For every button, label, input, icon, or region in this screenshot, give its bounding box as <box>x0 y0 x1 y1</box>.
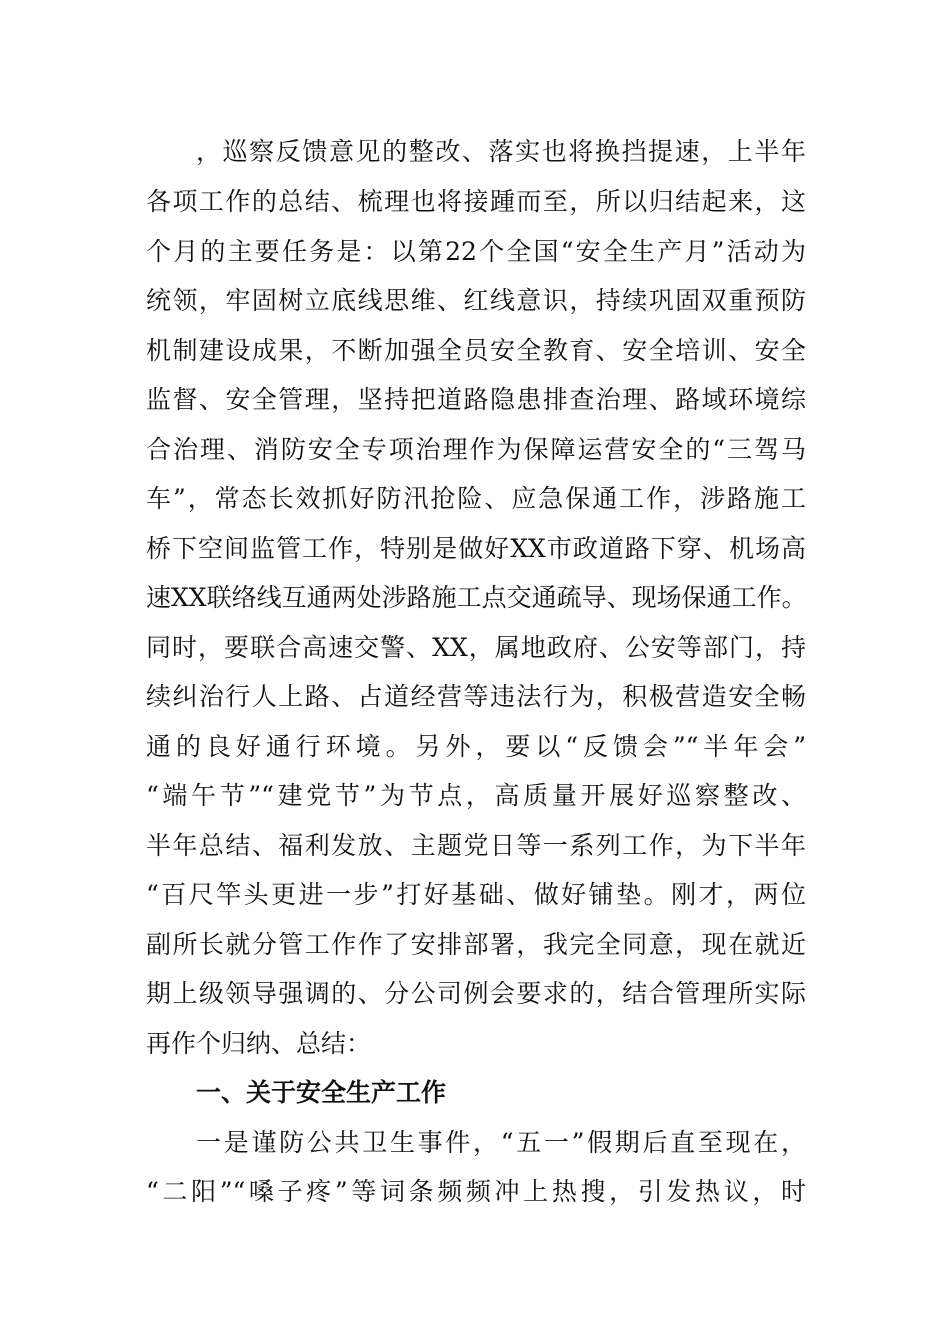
body-text-line: 一是谨防公共卫生事件，“五一”假期后直至现在， <box>196 1128 806 1157</box>
body-text-line: 再作个归纳、总结： <box>146 1029 372 1058</box>
body-text-line: 副所长就分管工作作了安排部署，我完全同意，现在就近 <box>146 930 806 959</box>
body-text-line: 通的良好通行环境。另外，要以“反馈会”“半年会” <box>146 732 806 761</box>
body-text-line: 桥下空间监管工作，特别是做好XX市政道路下穿、机场高 <box>146 534 806 563</box>
body-text-line: 合治理、消防安全专项治理作为保障运营安全的“三驾马 <box>146 435 806 464</box>
body-text-line: 车”，常态长效抓好防汛抢险、应急保通工作，涉路施工 <box>146 484 806 513</box>
body-text-line: 各项工作的总结、梳理也将接踵而至，所以归结起来，这 <box>146 187 806 216</box>
body-text-line: “端午节”“建党节”为节点，高质量开展好巡察整改、 <box>146 781 806 810</box>
body-text-line: “二阳”“嗓子疼”等词条频频冲上热搜，引发热议，时 <box>146 1177 806 1206</box>
body-text-line: 期上级领导强调的、分公司例会要求的，结合管理所实际 <box>146 979 806 1008</box>
body-text-line: 统领，牢固树立底线思维、红线意识，持续巩固双重预防 <box>146 286 806 315</box>
body-text-line: “百尺竿头更进一步”打好基础、做好铺垫。刚才，两位 <box>146 880 806 909</box>
body-text-line: 续纠治行人上路、占道经营等违法行为，积极营造安全畅 <box>146 682 806 711</box>
body-text-line: 速XX联络线互通两处涉路施工点交通疏导、现场保通工作。 <box>146 583 807 612</box>
section-heading: 一、关于安全生产工作 <box>196 1078 447 1107</box>
body-text-line: 同时，要联合高速交警、XX，属地政府、公安等部门，持 <box>146 633 806 662</box>
body-text-line: 半年总结、福利发放、主题党日等一系列工作，为下半年 <box>146 831 806 860</box>
body-text-line: 个月的主要任务是：以第22个全国“安全生产月”活动为 <box>146 237 806 266</box>
body-text-line: 监督、安全管理，坚持把道路隐患排查治理、路域环境综 <box>146 385 806 414</box>
body-text-line: 机制建设成果，不断加强全员安全教育、安全培训、安全 <box>146 336 806 365</box>
body-text-line: ，巡察反馈意见的整改、落实也将换挡提速，上半年 <box>196 137 806 166</box>
